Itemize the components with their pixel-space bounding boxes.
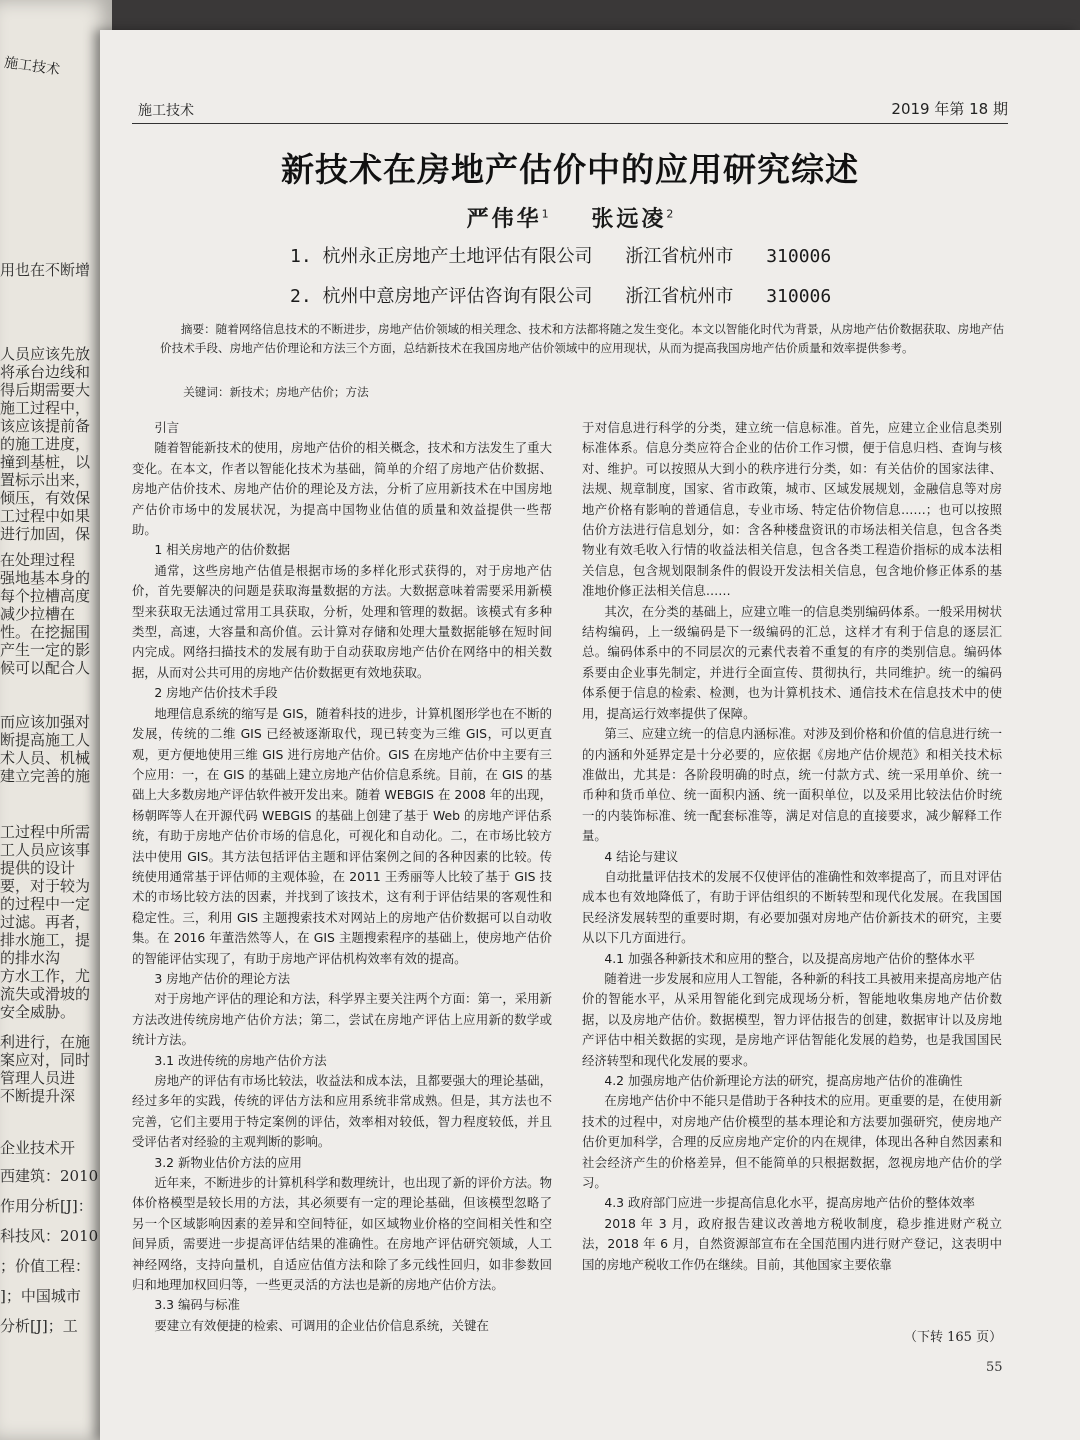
- left-page-line: 产生一定的影: [0, 641, 91, 659]
- paragraph: 随着智能新技术的使用，房地产估价的相关概念，技术和方法发生了重大变化。在本文，作者以智能化技术为基础，简单的介绍了房地产估价数据、房地产估价技术、房地产估价的理论及方法，分析了应用新技术在中国房地产估价市场中的发展状况，为提高中国物业估值的质量和效益提供一些帮助。: [132, 440, 552, 538]
- left-page-line: 在处理过程: [0, 551, 76, 569]
- left-page-line: 每个拉槽高度: [0, 587, 91, 605]
- paragraph: 通常，这些房地产估值是根据市场的多样化形式获得的，对于房地产估价，首先要解决的问题是获取海量数据的方法。大数据意味着需要采用新模型来获取无法通过常用工具获取，分析，处理和管理的数据。该模式有多种类型，高速，大容量和高价值。云计算对存储和处理大量数据能够在短时间内完成。网络扫描技术的发展有助于自动获取房地产估价在网络中的相关数据，从而对公共可用的房地产估价数据更有效地获取。: [132, 562, 552, 680]
- section-heading: 4.1 加强各种新技术和应用的整合，以及提高房地产估价的整体水平: [604, 950, 975, 966]
- running-head: [132, 98, 1008, 124]
- section-heading: 3.3 编码与标准: [154, 1297, 240, 1313]
- issue-label: 2019 年第 18 期: [891, 100, 1008, 118]
- left-page-line: 候可以配合人: [0, 659, 91, 677]
- section-heading: 2 房地产估价技术手段: [154, 685, 278, 701]
- left-page-line: 进行加固，保: [0, 525, 91, 543]
- affiliation-line: [290, 282, 1010, 308]
- abstract: [160, 320, 1010, 358]
- left-page-line: 排水施工，提: [0, 931, 91, 949]
- section-heading: 1 相关房地产的估价数据: [154, 542, 291, 558]
- left-page-line: 的排水沟: [0, 949, 61, 967]
- left-page-line: 科技风：2010: [0, 1227, 99, 1245]
- left-page-line: 要，对于较为: [0, 877, 91, 895]
- abstract-text: 摘要：随着网络信息技术的不断进步，房地产估价领域的相关理念、技术和方法都将随之发生变化。本文以智能化时代为背景，从房地产估价数据获取、房地产估价技术手段、房地产估价理论和方法三个方面，总结新技术在我国房地产估价领域中的应用现状，从而为提高我国房地产估价质量和效率提供参考。: [160, 322, 1005, 355]
- left-page-line: 强地基本身的: [0, 569, 91, 587]
- left-page-line: 案应对，同时: [0, 1051, 91, 1069]
- paragraph: 近年来，不断进步的计算机科学和数理统计，也出现了新的评价方法。物体价格模型是较长用的方法，其必须要有一定的理论基础，但该模型忽略了另一个区域影响因素的差异和空间特征，如区域物业价格的空间相关性和空间异质，需要进一步提高评估结果的准确性。在房地产评估研究领域，人工神经网络，支持向量机，自适应估值方法和除了多元线性回归，如非参数回归和地理加权回归等，一些更灵活的方法也是新的房地产估价方法。: [132, 1175, 552, 1293]
- paragraph: 2018 年 3 月，政府报告建议改善地方税收制度，稳步推进财产税立法，2018 年 6 月，自然资源部宣布在全国范围内进行财产登记，这表明中国的房地产税收工作仍在继续。目前，其他国家主要依靠: [582, 1215, 1002, 1272]
- paragraph: 要建立有效便捷的检索、可调用的企业估价信息系统，关键在: [154, 1317, 489, 1333]
- left-page-line: 倾压，有效保: [0, 489, 91, 507]
- paragraph: 对于房地产评估的理论和方法，科学界主要关注两个方面：第一，采用新方法改进传统房地产估价方法；第二，尝试在房地产评估上应用新的数学或统计方法。: [132, 991, 552, 1048]
- body-column-right: [582, 418, 1002, 1275]
- affiliation-zip: 310006: [766, 286, 832, 307]
- left-page-line: 性。在挖掘围: [0, 623, 91, 641]
- left-page-line: 置标示出来，: [0, 471, 91, 489]
- left-page-line: 西建筑：2010: [0, 1167, 99, 1185]
- left-facing-page: [0, 0, 112, 1440]
- affiliation-zip: 310006: [766, 246, 832, 267]
- section-label: 施工技术: [138, 103, 194, 119]
- author-name: 张远凌: [591, 207, 667, 232]
- left-page-line: 减少拉槽在: [0, 605, 76, 623]
- author-list: [132, 202, 1008, 233]
- paragraph: 地理信息系统的缩写是 GIS，随着科技的进步，计算机图形学也在不断的发展，传统的二维 GIS 已经被逐渐取代，现已转变为三维 GIS，可以更直观，更方便地使用三维 GIS 进行房地产估价。GIS 在房地产估价中主要有三个应用：一，在 GIS 的基础上建立房地产估价信息系统。目前，在 GIS 的基础上大多数房地产评估软件被开发出来。随着 WEBGIS 在 2008 年的出现，杨朝晖等人在开源代码 WEBGIS 的基础上创建了基于 Web 的房地产评估系统，有助于房地产估价市场的信息化，可视化和自动化。二，在市场比较方法中使用 GIS。其方法包括评估主题和评估案例之间的各种因素的比较。传统使用通常基于评估师的主观体验，在 2011 王秀丽等人比较了基于 GIS 技术的市场比较方法的因素，并找到了该技术，这有利于评估结果的客观性和稳定性。三，利用 GIS 主题搜索技术对网站上的房地产估价数据可以自动收集。在 2016 年董浩然等人，在 GIS 主题搜索程序的基础上，使房地产估价的智能评估实现了，有助于房地产评估机构效率有效的提高。: [132, 705, 552, 966]
- affiliation-line: [290, 242, 1010, 268]
- left-page-line: 用也在不断增: [0, 261, 91, 279]
- left-page-line: 提供的设计: [0, 859, 76, 877]
- left-page-line: 分析[J]；工: [0, 1317, 78, 1335]
- affiliation-place: 浙江省杭州市: [625, 246, 734, 267]
- article-title: 新技术在房地产估价中的应用研究综述: [281, 150, 859, 189]
- section-heading: 4.3 政府部门应进一步提高信息化水平，提高房地产估价的整体效率: [604, 1195, 975, 1211]
- author-affiliation-mark: 2: [666, 207, 674, 221]
- left-page-line: 不断提升深: [0, 1087, 76, 1105]
- left-page-line: 工过程中如果: [0, 507, 91, 525]
- page-number: 55: [986, 1360, 1003, 1375]
- left-page-line: 得后期需要大: [0, 381, 91, 399]
- paragraph: 自动批量评估技术的发展不仅使评估的准确性和效率提高了，而且对评估成本也有效地降低了，有助于评估组织的不断转型和现代化发展。在我国国民经济发展转型的重要时期，有必要加强对房地产估价新技术的研究，主要从以下几方面进行。: [582, 868, 1002, 946]
- keywords: 关键词：新技术；房地产估价；方法: [183, 385, 369, 399]
- left-page-line: 方水工作，尤: [0, 967, 91, 985]
- left-page-line: 利进行，在施: [0, 1033, 91, 1051]
- section-heading: 3.1 改进传统的房地产估价方法: [154, 1052, 327, 1068]
- affiliation-org: 2. 杭州中意房地产评估咨询有限公司: [290, 286, 593, 307]
- author-affiliation-mark: 1: [541, 207, 549, 221]
- left-page-line: 作用分析[J]：: [0, 1197, 93, 1215]
- left-page-line: 建立完善的施: [0, 767, 91, 785]
- body-column-left: [132, 418, 552, 1336]
- left-page-line: ]；中国城市: [0, 1287, 81, 1305]
- left-page-header: 施工技术: [3, 54, 61, 79]
- left-page-line: 安全威胁。: [0, 1003, 76, 1021]
- paragraph: 房地产的评估有市场比较法，收益法和成本法，且都要强大的理论基础，经过多年的实践，传统的评估方法和应用系统非常成熟。但是，其方法也不完善，它们主要用于特定案例的评估，效率相对较低，智力程度较低，并且受评估者对经验的主观判断的影响。: [132, 1073, 552, 1150]
- article-page: [100, 30, 1080, 1440]
- left-page-line: 人员应该先放: [0, 345, 91, 363]
- left-page-line: 企业技术开: [0, 1139, 76, 1157]
- left-page-line: 的过程中一定: [0, 895, 91, 913]
- section-heading: 3 房地产估价的理论方法: [154, 970, 291, 986]
- left-page-line: 断提高施工人: [0, 731, 91, 749]
- section-heading: 引言: [154, 420, 180, 435]
- paragraph: 第三、应建立统一的信息内涵标准。对涉及到价格和价值的信息进行统一的内涵和外延界定是十分必要的，应依据《房地产估价规范》和相关技术标准做出，尤其是：各阶段明确的时点，统一付款方式、统一采用单价、统一币种和货币单位、统一面积内涵、统一面积单位，以及采用比较法估价时统一的内装饰标准、统一配套标准等，满足对信息的直接要求，减少解释工作量。: [582, 726, 1002, 844]
- left-page-line: 将承台边线和: [0, 363, 91, 381]
- left-page-line: ；价值工程：: [0, 1257, 91, 1275]
- paragraph: 于对信息进行科学的分类，建立统一信息标准。首先，应建立企业信息类别标准体系。信息分类应符合企业的估价工作习惯，便于信息归档、查询与核对、维护。可以按照从大到小的秩序进行分类，如：有关估价的国家法律、法规、规章制度，国家、省市政策，城市、区域发展规划，金融信息等对房地产价格有影响的普通信息，专业市场、特定估价物信息……；也可以按照估价方法进行信息划分，如：含各种楼盘资讯的市场法相关信息，包含各类物业有效毛收入行情的收益法相关信息，包含各类工程造价指标的成本法相关信息，包含规划限制条件的假设开发法相关信息，包含地价修正体系的基准地价修正法相关信息……: [582, 420, 1002, 599]
- left-page-line: 撞到基桩，以: [0, 453, 91, 471]
- left-page-line: 工人员应该事: [0, 841, 91, 859]
- continued-note: （下转 165 页）: [904, 1330, 1003, 1345]
- author-name: 严伟华: [466, 207, 542, 232]
- paragraph: 随着进一步发展和应用人工智能，各种新的科技工具被用来提高房地产估价的智能水平，从采用智能化到完成现场分析，智能地收集房地产估价数据，以及房地产估价。数据模型，智力评估报告的创建，数据审计以及房地产评估中相关数据的实现，是房地产评估智能化发展的趋势，也是我国国民经济转型和现代化发展的要求。: [582, 970, 1002, 1068]
- left-page-line: 该应该提前备: [0, 417, 91, 435]
- left-page-line: 术人员、机械: [0, 749, 91, 767]
- affiliation-place: 浙江省杭州市: [625, 286, 734, 307]
- left-page-line: 流失或滑坡的: [0, 985, 91, 1003]
- paragraph: 在房地产估价中不能只是借助于各种技术的应用。更重要的是，在使用新技术的过程中，对房地产估价模型的基本理论和方法要加强研究，使房地产估价更加科学，合理的反应房地产定价的内在规律，体现出各种自然因素和社会经济产生的价格差异，但不能简单的只根据数据，忽视房地产估价的学习。: [582, 1093, 1002, 1191]
- left-page-line: 工过程中所需: [0, 823, 91, 841]
- paragraph: 其次，在分类的基础上，应建立唯一的信息类别编码体系。一般采用树状结构编码，上一级编码是下一级编码的汇总，这样才有利于信息的逐层汇总。编码体系中的不同层次的元素代表着不重复的有序的类别信息。编码体系要由企业事先制定，并进行全面宣传、贯彻执行，共同维护。统一的编码体系便于信息的检索、检测，也为计算机技术、通信技术在信息技术中的使用，提高运行效率提供了保障。: [582, 603, 1002, 721]
- left-page-line: 而应该加强对: [0, 713, 91, 731]
- left-page-line: 过滤。再者，: [0, 913, 91, 931]
- section-heading: 3.2 新物业估价方法的应用: [154, 1154, 302, 1170]
- left-page-line: 的施工进度，: [0, 435, 91, 453]
- section-heading: 4.2 加强房地产估价新理论方法的研究，提高房地产估价的准确性: [604, 1073, 963, 1088]
- left-page-line: 施工过程中，: [0, 399, 91, 417]
- section-heading: 4 结论与建议: [604, 848, 679, 864]
- affiliation-org: 1. 杭州永正房地产土地评估有限公司: [290, 246, 593, 267]
- left-page-line: 管理人员进: [0, 1069, 76, 1087]
